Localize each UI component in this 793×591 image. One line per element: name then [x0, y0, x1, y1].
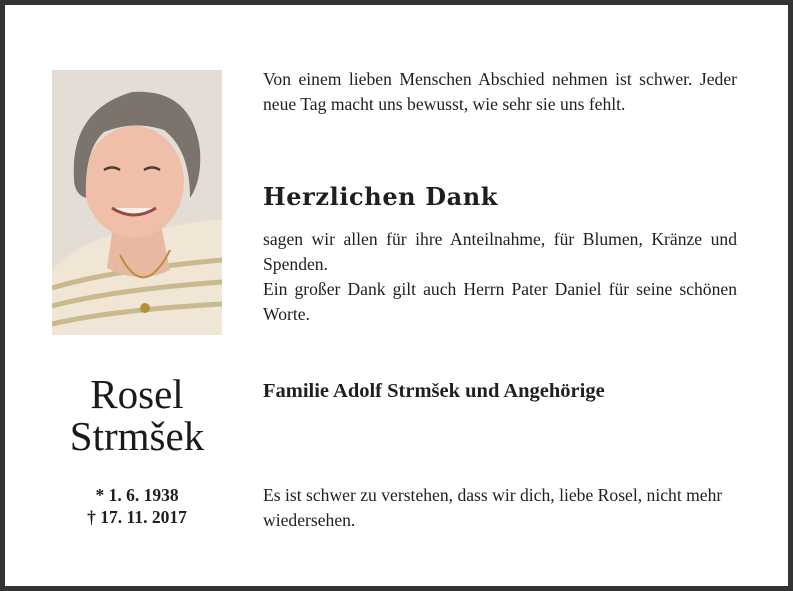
deceased-name [40, 373, 234, 457]
intro-text: Von einem lieben Menschen Abschied nehmen ist schwer. Jeder neue Tag macht uns bewusst, wie sehr sie uns fehlt. [263, 69, 737, 114]
life-dates [60, 484, 214, 528]
first-name: Rosel [90, 371, 184, 417]
last-name: Strmšek [69, 413, 205, 459]
family-signature: Familie Adolf Strmšek und Angehörige [263, 380, 605, 402]
death-date: † 17. 11. 2017 [87, 507, 187, 527]
thanks-line: Ein großer Dank gilt auch Herrn Pater Daniel für seine schönen Worte. [263, 279, 737, 324]
portrait-photo [52, 70, 222, 335]
thanks-line: sagen wir allen für ihre Anteilnahme, für Blumen, Kränze und Spenden. [263, 229, 737, 274]
thanks-text [263, 227, 737, 327]
thanks-heading: Herzlichen Dank [263, 182, 499, 211]
birth-date: * 1. 6. 1938 [95, 485, 179, 505]
closing-text: Es ist schwer zu verstehen, dass wir dich, liebe Rosel, nicht mehr wiedersehen. [263, 485, 723, 530]
